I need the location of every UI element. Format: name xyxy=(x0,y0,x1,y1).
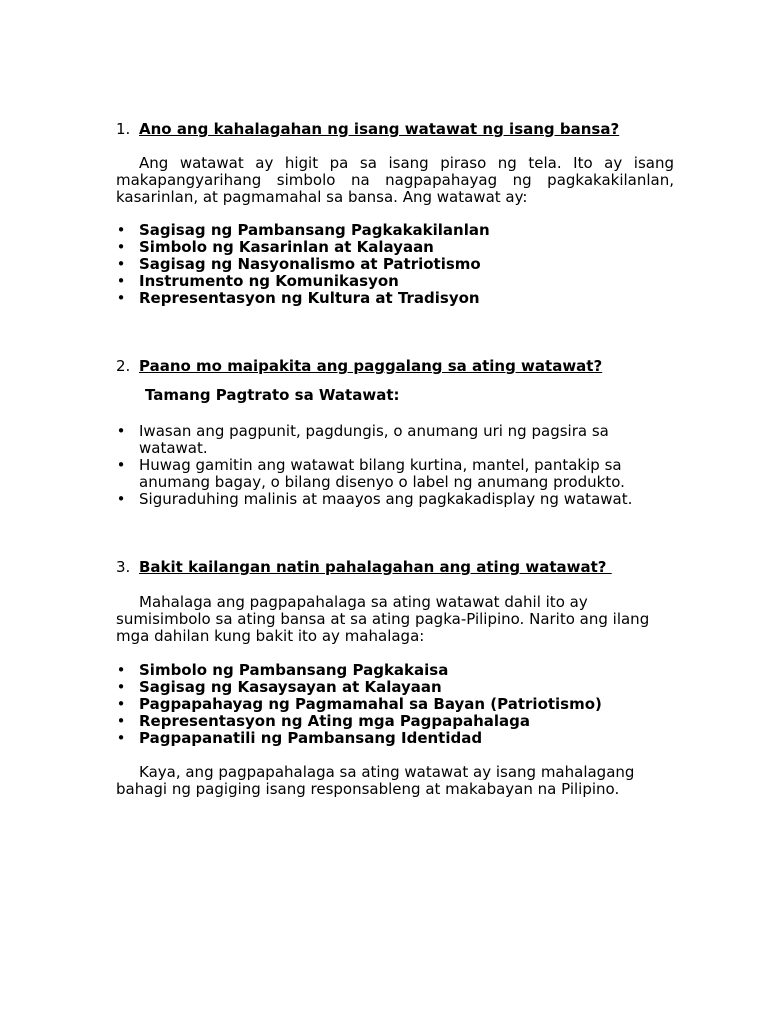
list-item: • Sagisag ng Nasyonalismo at Patriotismo xyxy=(116,255,481,273)
question-2 xyxy=(116,358,676,375)
list-item: • Siguraduhing malinis at maayos ang pagkakadisplay ng watawat. xyxy=(116,490,633,508)
question-number: 2. xyxy=(116,357,131,375)
paragraph-intro-1: Ang watawat ay higit pa sa isang piraso ng tela. Ito ay isang makapangyarihang simbolo na nagpapahayag ng pagkakakilanlan, kasarinlan, at pagmamahal sa bansa. Ang watawat ay: xyxy=(116,154,674,206)
question-3 xyxy=(116,559,676,576)
paragraph-conclusion: Kaya, ang pagpapahalaga sa ating watawat ay isang mahalagang bahagi ng pagiging isang responsableng at makabayan na Pilipino. xyxy=(116,763,635,798)
question-text: Paano mo maipakita ang paggalang sa ating watawat? xyxy=(139,357,603,375)
list-item: • Sagisag ng Kasaysayan at Kalayaan xyxy=(116,678,442,696)
list-item: • Iwasan ang pagpunit, pagdungis, o anumang uri ng pagsira sa watawat. xyxy=(116,422,609,457)
question-1 xyxy=(116,121,676,138)
question-number: 3. xyxy=(116,558,131,576)
list-item: • Representasyon ng Ating mga Pagpapahalaga xyxy=(116,712,531,730)
question-text: Ano ang kahalagahan ng isang watawat ng isang bansa? xyxy=(139,120,620,138)
question-text: Bakit kailangan natin pahalagahan ang ating watawat? xyxy=(139,558,612,576)
list-item: • Pagpapanatili ng Pambansang Identidad xyxy=(116,729,483,747)
paragraph-intro-3: Mahalaga ang pagpapahalaga sa ating watawat dahil ito ay sumisimbolo sa ating bansa at sa ating pagka-Pilipino. Narito ang ilang mga dahilan kung bakit ito ay mahalaga: xyxy=(116,593,650,645)
bullet-list-1 xyxy=(116,222,656,307)
list-item: • Simbolo ng Kasarinlan at Kalayaan xyxy=(116,238,434,256)
list-item: • Sagisag ng Pambansang Pagkakakilanlan xyxy=(116,221,490,239)
list-item: • Representasyon ng Kultura at Tradisyon xyxy=(116,289,480,307)
bullet-list-2 xyxy=(116,423,656,508)
list-item: • Simbolo ng Pambansang Pagkakaisa xyxy=(116,661,449,679)
question-number: 1. xyxy=(116,120,131,138)
list-item: • Huwag gamitin ang watawat bilang kurtina, mantel, pantakip sa anumang bagay, o bilang disenyo o label ng anumang produkto. xyxy=(116,456,625,491)
subheading: Tamang Pagtrato sa Watawat: xyxy=(145,386,400,404)
list-item: • Pagpapahayag ng Pagmamahal sa Bayan (Patriotismo) xyxy=(116,695,602,713)
list-item: • Instrumento ng Komunikasyon xyxy=(116,272,399,290)
bullet-list-3 xyxy=(116,662,656,747)
